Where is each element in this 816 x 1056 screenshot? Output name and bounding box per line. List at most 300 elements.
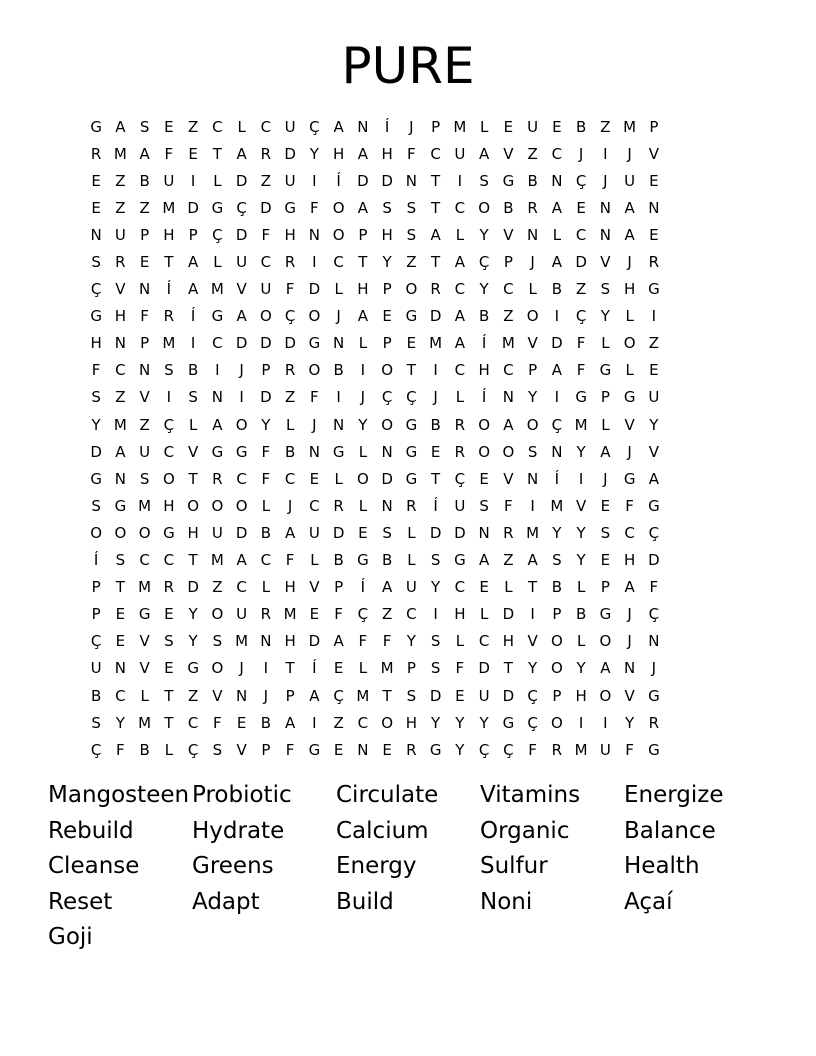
grid-letter[interactable]: L [188, 415, 198, 434]
grid-letter[interactable]: F [164, 144, 174, 163]
grid-letter[interactable]: R [648, 253, 660, 272]
grid-letter[interactable]: S [552, 551, 562, 570]
grid-letter[interactable]: Y [91, 415, 101, 434]
grid-letter[interactable]: C [454, 280, 466, 299]
grid-letter[interactable]: A [284, 523, 296, 542]
grid-letter[interactable]: D [284, 334, 296, 353]
grid-letter[interactable]: D [284, 144, 296, 163]
grid-letter[interactable]: T [164, 253, 174, 272]
grid-letter[interactable]: E [236, 713, 247, 732]
grid-letter[interactable]: I [312, 713, 317, 732]
grid-letter[interactable]: F [261, 442, 271, 461]
grid-letter[interactable]: E [91, 198, 101, 217]
grid-letter[interactable]: Z [139, 198, 150, 217]
grid-letter[interactable]: L [601, 334, 610, 353]
grid-letter[interactable]: Z [260, 171, 272, 190]
grid-letter[interactable]: D [478, 659, 490, 678]
grid-letter[interactable]: F [504, 496, 513, 515]
grid-letter[interactable]: C [260, 253, 272, 272]
grid-letter[interactable]: J [578, 144, 584, 163]
grid-letter[interactable]: L [528, 280, 537, 299]
grid-letter[interactable]: C [163, 442, 175, 461]
grid-letter[interactable]: A [454, 334, 465, 353]
grid-letter[interactable]: I [603, 713, 608, 732]
grid-letter[interactable]: J [627, 442, 632, 461]
grid-letter[interactable]: A [139, 144, 150, 163]
grid-letter[interactable]: Z [503, 307, 514, 326]
grid-letter[interactable]: V [624, 686, 635, 705]
grid-letter[interactable]: F [576, 334, 586, 353]
grid-letter[interactable]: L [310, 551, 319, 570]
grid-letter[interactable]: I [530, 605, 535, 624]
grid-letter[interactable]: M [550, 496, 564, 515]
grid-letter[interactable]: L [285, 415, 295, 434]
grid-letter[interactable]: C [430, 144, 441, 163]
grid-letter[interactable]: H [284, 578, 296, 597]
grid-letter[interactable]: G [648, 686, 660, 705]
grid-letter[interactable]: Y [431, 578, 441, 597]
grid-letter[interactable]: I [215, 361, 220, 380]
grid-letter[interactable]: P [382, 334, 392, 353]
grid-letter[interactable]: E [333, 659, 344, 678]
grid-letter[interactable]: Ç [333, 686, 344, 705]
grid-letter[interactable]: B [139, 171, 150, 190]
grid-letter[interactable]: O [502, 442, 515, 461]
grid-letter[interactable]: S [91, 253, 101, 272]
grid-letter[interactable]: S [479, 171, 489, 190]
grid-letter[interactable]: Y [576, 523, 586, 542]
grid-letter[interactable]: Z [115, 198, 126, 217]
grid-letter[interactable]: L [504, 578, 513, 597]
grid-letter[interactable]: Í [481, 388, 487, 407]
grid-letter[interactable]: D [308, 632, 321, 651]
grid-letter[interactable]: I [336, 388, 341, 407]
grid-letter[interactable]: O [211, 659, 224, 678]
grid-letter[interactable]: A [648, 469, 659, 488]
grid-letter[interactable]: S [382, 198, 392, 217]
grid-letter[interactable]: C [333, 253, 344, 272]
grid-letter[interactable]: M [283, 605, 297, 624]
grid-letter[interactable]: H [114, 307, 127, 326]
grid-letter[interactable]: H [623, 280, 636, 299]
grid-letter[interactable]: P [528, 361, 538, 380]
grid-letter[interactable]: Z [648, 334, 660, 353]
grid-letter[interactable]: V [236, 280, 247, 299]
grid-letter[interactable]: G [114, 496, 127, 515]
grid-letter[interactable]: I [190, 171, 196, 190]
grid-letter[interactable]: G [235, 442, 248, 461]
grid-letter[interactable]: N [599, 198, 611, 217]
grid-letter[interactable]: O [138, 523, 151, 542]
grid-letter[interactable]: E [649, 225, 659, 244]
grid-letter[interactable]: D [187, 198, 199, 217]
grid-letter[interactable]: T [164, 713, 174, 732]
grid-letter[interactable]: G [454, 551, 466, 570]
grid-letter[interactable]: T [431, 253, 441, 272]
grid-letter[interactable]: A [212, 415, 223, 434]
grid-letter[interactable]: O [235, 415, 248, 434]
grid-letter[interactable]: A [600, 442, 611, 461]
grid-letter[interactable]: O [381, 415, 394, 434]
grid-letter[interactable]: L [140, 686, 149, 705]
grid-letter[interactable]: A [115, 442, 126, 461]
grid-letter[interactable]: D [308, 280, 321, 299]
grid-letter[interactable]: F [649, 578, 659, 597]
grid-letter[interactable]: R [163, 578, 175, 597]
grid-letter[interactable]: A [236, 307, 247, 326]
grid-letter[interactable]: G [308, 740, 321, 759]
grid-letter[interactable]: M [623, 117, 637, 136]
grid-letter[interactable]: Y [261, 415, 271, 434]
grid-letter[interactable]: I [263, 659, 269, 678]
grid-letter[interactable]: A [381, 578, 393, 597]
grid-letter[interactable]: Y [406, 632, 416, 651]
grid-letter[interactable]: O [550, 713, 563, 732]
grid-letter[interactable]: Ç [575, 171, 587, 190]
grid-letter[interactable]: U [163, 171, 175, 190]
grid-letter[interactable]: D [357, 171, 369, 190]
grid-letter[interactable]: U [599, 740, 611, 759]
grid-letter[interactable]: A [478, 551, 490, 570]
grid-letter[interactable]: O [211, 496, 224, 515]
grid-letter[interactable]: B [187, 361, 199, 380]
grid-letter[interactable]: R [430, 280, 441, 299]
grid-letter[interactable]: J [651, 659, 657, 678]
grid-letter[interactable]: H [163, 225, 175, 244]
grid-letter[interactable]: G [90, 469, 102, 488]
grid-letter[interactable]: R [260, 605, 272, 624]
grid-letter[interactable]: Y [115, 713, 125, 732]
grid-letter[interactable]: B [139, 740, 150, 759]
grid-letter[interactable]: R [115, 253, 126, 272]
grid-letter[interactable]: E [358, 523, 368, 542]
grid-letter[interactable]: C [503, 361, 514, 380]
grid-letter[interactable]: L [164, 740, 174, 759]
grid-letter[interactable]: Y [382, 253, 392, 272]
grid-letter[interactable]: C [454, 361, 466, 380]
grid-letter[interactable]: Z [333, 713, 344, 732]
grid-letter[interactable]: Y [625, 713, 635, 732]
grid-letter[interactable]: Ç [309, 117, 320, 136]
grid-letter[interactable]: V [139, 632, 150, 651]
grid-letter[interactable]: N [624, 659, 636, 678]
grid-letter[interactable]: S [430, 551, 441, 570]
grid-letter[interactable]: S [188, 388, 198, 407]
grid-letter[interactable]: V [503, 469, 514, 488]
grid-letter[interactable]: S [139, 469, 150, 488]
grid-letter[interactable]: L [358, 659, 368, 678]
grid-letter[interactable]: G [90, 117, 102, 136]
grid-letter[interactable]: C [236, 469, 247, 488]
grid-letter[interactable]: D [502, 605, 515, 624]
grid-letter[interactable]: J [360, 388, 366, 407]
grid-letter[interactable]: Ç [454, 469, 466, 488]
grid-letter[interactable]: P [649, 117, 659, 136]
grid-letter[interactable]: D [90, 442, 102, 461]
grid-letter[interactable]: Y [528, 388, 538, 407]
grid-letter[interactable]: Í [433, 496, 438, 515]
grid-letter[interactable]: H [381, 144, 393, 163]
grid-letter[interactable]: Ç [551, 415, 563, 434]
grid-letter[interactable]: A [551, 198, 562, 217]
grid-letter[interactable]: J [263, 686, 269, 705]
grid-letter[interactable]: Ç [648, 605, 660, 624]
grid-letter[interactable]: C [212, 334, 223, 353]
grid-letter[interactable]: G [405, 442, 418, 461]
grid-letter[interactable]: U [624, 171, 636, 190]
grid-letter[interactable]: D [235, 334, 248, 353]
grid-letter[interactable]: C [115, 361, 126, 380]
grid-letter[interactable]: O [356, 469, 369, 488]
grid-letter[interactable]: C [309, 496, 320, 515]
grid-letter[interactable]: T [382, 686, 392, 705]
grid-letter[interactable]: F [334, 605, 343, 624]
grid-letter[interactable]: E [382, 740, 392, 759]
grid-letter[interactable]: E [406, 334, 417, 353]
grid-letter[interactable]: V [503, 225, 514, 244]
grid-letter[interactable]: Y [188, 605, 198, 624]
grid-letter[interactable]: N [357, 740, 369, 759]
grid-letter[interactable]: A [478, 144, 490, 163]
grid-letter[interactable]: L [601, 415, 610, 434]
grid-letter[interactable]: A [624, 225, 635, 244]
grid-letter[interactable]: Y [552, 523, 562, 542]
grid-letter[interactable]: U [454, 496, 466, 515]
grid-letter[interactable]: U [139, 442, 151, 461]
grid-letter[interactable]: P [600, 578, 610, 597]
grid-letter[interactable]: R [527, 198, 538, 217]
grid-letter[interactable]: U [114, 225, 126, 244]
grid-letter[interactable]: L [261, 496, 271, 515]
grid-letter[interactable]: O [526, 415, 539, 434]
grid-letter[interactable]: S [139, 117, 150, 136]
grid-letter[interactable]: G [405, 469, 418, 488]
grid-letter[interactable]: A [357, 144, 368, 163]
grid-letter[interactable]: G [648, 740, 660, 759]
grid-letter[interactable]: L [407, 551, 416, 570]
grid-letter[interactable]: B [333, 361, 344, 380]
grid-letter[interactable]: J [409, 117, 414, 136]
grid-letter[interactable]: G [502, 713, 515, 732]
grid-letter[interactable]: A [624, 578, 635, 597]
grid-letter[interactable]: M [574, 740, 588, 759]
grid-letter[interactable]: M [113, 144, 127, 163]
grid-letter[interactable]: D [260, 334, 272, 353]
grid-letter[interactable]: R [284, 253, 296, 272]
grid-letter[interactable]: B [260, 713, 272, 732]
grid-letter[interactable]: F [310, 388, 319, 407]
grid-letter[interactable]: F [407, 144, 416, 163]
grid-letter[interactable]: O [623, 334, 636, 353]
grid-letter[interactable]: N [502, 388, 514, 407]
grid-letter[interactable]: C [163, 551, 175, 570]
grid-letter[interactable]: G [211, 307, 224, 326]
grid-letter[interactable]: O [211, 605, 224, 624]
grid-letter[interactable]: D [235, 523, 248, 542]
grid-letter[interactable]: O [308, 307, 321, 326]
grid-letter[interactable]: Í [360, 578, 366, 597]
grid-letter[interactable]: C [115, 686, 126, 705]
grid-letter[interactable]: G [163, 523, 175, 542]
grid-letter[interactable]: I [651, 307, 657, 326]
grid-letter[interactable]: R [333, 496, 344, 515]
grid-letter[interactable]: F [358, 632, 368, 651]
grid-letter[interactable]: V [624, 415, 635, 434]
grid-letter[interactable]: S [212, 632, 223, 651]
grid-letter[interactable]: O [235, 496, 248, 515]
grid-letter[interactable]: P [91, 605, 101, 624]
grid-letter[interactable]: B [430, 415, 441, 434]
grid-letter[interactable]: T [358, 253, 368, 272]
grid-letter[interactable]: B [551, 280, 563, 299]
grid-letter[interactable]: J [312, 415, 317, 434]
grid-letter[interactable]: L [625, 361, 634, 380]
grid-letter[interactable]: B [478, 307, 490, 326]
grid-letter[interactable]: N [211, 388, 223, 407]
grid-letter[interactable]: H [163, 496, 175, 515]
grid-letter[interactable]: G [623, 388, 636, 407]
grid-letter[interactable]: H [90, 334, 102, 353]
grid-letter[interactable]: I [578, 713, 584, 732]
grid-letter[interactable]: V [139, 659, 150, 678]
grid-letter[interactable]: P [261, 361, 271, 380]
grid-letter[interactable]: A [357, 307, 368, 326]
grid-letter[interactable]: V [648, 144, 659, 163]
grid-letter[interactable]: Ç [406, 388, 417, 407]
grid-letter[interactable]: R [551, 740, 563, 759]
grid-letter[interactable]: N [551, 171, 563, 190]
grid-letter[interactable]: E [479, 469, 489, 488]
grid-letter[interactable]: O [550, 632, 563, 651]
grid-letter[interactable]: H [381, 225, 393, 244]
grid-letter[interactable]: D [429, 686, 442, 705]
grid-letter[interactable]: N [381, 442, 393, 461]
grid-letter[interactable]: Í [384, 117, 390, 136]
grid-letter[interactable]: G [648, 496, 660, 515]
grid-letter[interactable]: J [627, 144, 632, 163]
grid-letter[interactable]: J [336, 307, 341, 326]
grid-letter[interactable]: Ç [90, 280, 102, 299]
grid-letter[interactable]: T [285, 659, 295, 678]
grid-letter[interactable]: J [627, 253, 632, 272]
grid-letter[interactable]: S [382, 523, 392, 542]
grid-letter[interactable]: S [527, 442, 538, 461]
grid-letter[interactable]: N [90, 225, 102, 244]
grid-letter[interactable]: U [236, 605, 248, 624]
grid-letter[interactable]: V [115, 280, 126, 299]
grid-letter[interactable]: I [190, 334, 196, 353]
grid-letter[interactable]: P [431, 117, 441, 136]
grid-letter[interactable]: U [527, 117, 539, 136]
grid-letter[interactable]: D [454, 523, 466, 542]
grid-letter[interactable]: C [357, 713, 369, 732]
grid-letter[interactable]: M [526, 523, 540, 542]
grid-letter[interactable]: I [530, 496, 535, 515]
grid-letter[interactable]: T [115, 578, 125, 597]
grid-letter[interactable]: O [162, 469, 175, 488]
grid-letter[interactable]: H [284, 225, 296, 244]
grid-letter[interactable]: Ç [381, 388, 393, 407]
grid-letter[interactable]: F [261, 225, 271, 244]
grid-letter[interactable]: C [260, 117, 272, 136]
grid-letter[interactable]: O [478, 198, 491, 217]
grid-letter[interactable]: E [115, 632, 126, 651]
grid-letter[interactable]: E [649, 171, 659, 190]
grid-letter[interactable]: Ç [357, 605, 369, 624]
grid-letter[interactable]: V [309, 578, 320, 597]
grid-letter[interactable]: D [235, 225, 248, 244]
grid-letter[interactable]: J [627, 605, 632, 624]
grid-letter[interactable]: Y [309, 144, 319, 163]
grid-letter[interactable]: C [187, 713, 199, 732]
grid-letter[interactable]: E [649, 361, 659, 380]
grid-letter[interactable]: B [575, 605, 587, 624]
grid-letter[interactable]: Y [188, 632, 198, 651]
grid-letter[interactable]: G [429, 740, 442, 759]
grid-letter[interactable]: F [576, 361, 586, 380]
grid-letter[interactable]: Z [212, 578, 223, 597]
grid-letter[interactable]: D [575, 253, 587, 272]
grid-letter[interactable]: A [284, 713, 296, 732]
grid-letter[interactable]: Z [284, 388, 296, 407]
grid-letter[interactable]: S [406, 686, 417, 705]
grid-letter[interactable]: O [332, 198, 345, 217]
grid-letter[interactable]: M [574, 415, 588, 434]
grid-letter[interactable]: L [358, 334, 368, 353]
grid-letter[interactable]: C [575, 225, 587, 244]
grid-letter[interactable]: R [163, 307, 175, 326]
grid-letter[interactable]: D [332, 523, 345, 542]
grid-letter[interactable]: O [405, 280, 418, 299]
grid-letter[interactable]: U [260, 280, 272, 299]
grid-letter[interactable]: V [139, 388, 150, 407]
grid-letter[interactable]: H [575, 686, 587, 705]
grid-letter[interactable]: E [164, 117, 174, 136]
grid-letter[interactable]: S [212, 740, 223, 759]
grid-letter[interactable]: C [406, 605, 417, 624]
grid-letter[interactable]: Y [455, 713, 465, 732]
grid-letter[interactable]: S [91, 388, 101, 407]
grid-letter[interactable]: A [430, 225, 441, 244]
grid-letter[interactable]: P [552, 686, 562, 705]
grid-letter[interactable]: C [139, 551, 150, 570]
grid-letter[interactable]: I [554, 388, 560, 407]
grid-letter[interactable]: T [212, 144, 222, 163]
grid-letter[interactable]: E [333, 740, 344, 759]
grid-letter[interactable]: P [188, 225, 198, 244]
grid-letter[interactable]: L [455, 388, 465, 407]
grid-letter[interactable]: D [381, 469, 393, 488]
grid-letter[interactable]: E [430, 442, 441, 461]
grid-letter[interactable]: Í [481, 334, 487, 353]
grid-letter[interactable]: G [648, 280, 660, 299]
grid-letter[interactable]: D [429, 523, 442, 542]
grid-letter[interactable]: Y [455, 740, 465, 759]
grid-letter[interactable]: M [501, 334, 515, 353]
grid-letter[interactable]: A [527, 551, 538, 570]
grid-letter[interactable]: S [164, 632, 174, 651]
grid-letter[interactable]: N [648, 632, 660, 651]
grid-letter[interactable]: B [284, 442, 296, 461]
grid-letter[interactable]: I [239, 388, 244, 407]
grid-letter[interactable]: E [552, 117, 562, 136]
grid-letter[interactable]: B [260, 523, 272, 542]
grid-letter[interactable]: N [114, 659, 126, 678]
grid-letter[interactable]: R [454, 442, 466, 461]
grid-letter[interactable]: J [433, 388, 438, 407]
grid-letter[interactable]: A [187, 253, 199, 272]
grid-letter[interactable]: C [503, 280, 514, 299]
